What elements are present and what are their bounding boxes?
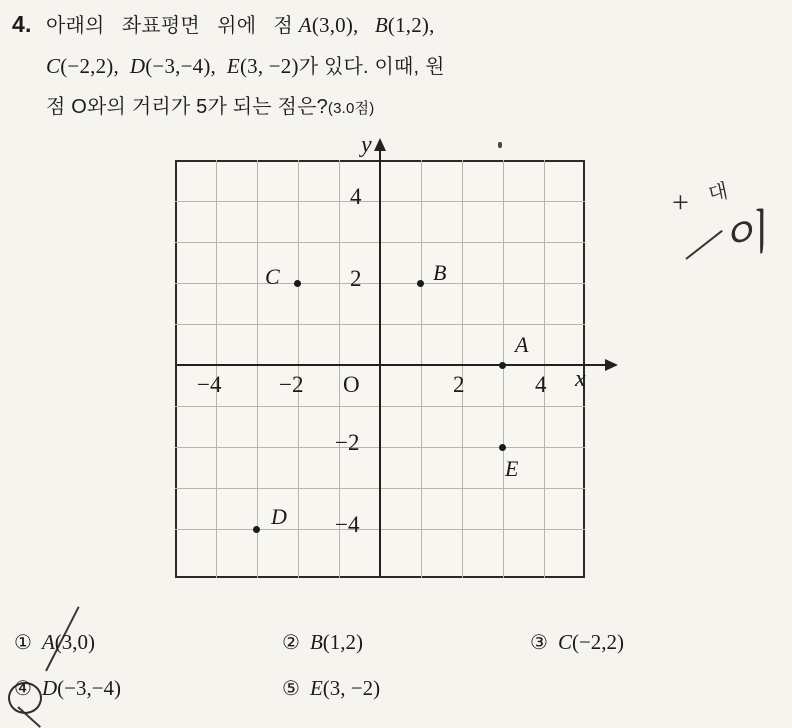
x-axis-arrow-icon	[605, 359, 618, 371]
choice-option-4[interactable]	[14, 676, 121, 701]
point-c-coords: (−2,2),	[60, 54, 119, 78]
y-axis-label: y	[361, 132, 372, 158]
point-d-coords: (−3,−4),	[145, 54, 217, 78]
y-tick-label: 2	[350, 266, 362, 291]
grid-line-vertical	[421, 160, 422, 578]
x-tick-label: 4	[535, 372, 547, 397]
grid-line-vertical	[298, 160, 299, 578]
x-axis-label: x	[575, 366, 586, 392]
data-point-label-a: A	[515, 332, 529, 357]
y-axis	[379, 148, 381, 576]
data-point-b	[417, 280, 424, 287]
choice-option-1[interactable]	[14, 630, 95, 655]
stem-text-korean-1: 아래의 좌표평면 위에 점	[46, 15, 299, 37]
grid-line-vertical	[503, 160, 504, 578]
data-point-e	[499, 444, 506, 451]
question-number: 4.	[12, 11, 32, 37]
stem-gap-1	[359, 5, 375, 45]
choice-marker-1: ①	[14, 632, 32, 654]
choice-option-3[interactable]	[530, 630, 624, 655]
y-tick-label: −4	[335, 512, 360, 537]
choice-option-2[interactable]	[282, 630, 363, 655]
choice-marker-5: ⑤	[282, 678, 300, 700]
choice-marker-3: ③	[530, 632, 548, 654]
choice-row-2	[10, 676, 780, 722]
point-b-coords: (1,2),	[387, 13, 435, 37]
point-b-symbol: B	[374, 13, 388, 37]
coordinate-plane	[175, 132, 586, 578]
choice-option-5[interactable]	[282, 676, 380, 701]
stem-gap-2	[119, 46, 130, 86]
point-a-symbol: A	[298, 13, 312, 37]
choice-label-1: A	[41, 630, 55, 654]
stem-line-3	[12, 87, 780, 129]
ink-dot-mark	[498, 142, 502, 148]
handwriting-slash-mark	[685, 230, 722, 260]
choice-coords-4: (−3,−4)	[57, 676, 122, 700]
choice-marker-2: ②	[282, 632, 300, 654]
stem-line-2	[12, 46, 780, 87]
choice-label-4: D	[41, 676, 58, 700]
origin-label: O	[343, 372, 360, 397]
choice-marker-4: ④	[14, 678, 32, 700]
handwriting-big-note: 이	[717, 206, 773, 267]
x-axis	[177, 364, 607, 366]
grid-line-vertical	[462, 160, 463, 578]
x-tick-label: −4	[197, 372, 222, 397]
handwriting-small-note: 대	[706, 180, 730, 206]
data-point-label-e: E	[505, 456, 519, 481]
question-stem	[12, 4, 780, 129]
point-e-coords: (3, −2)	[239, 54, 299, 78]
data-point-c	[294, 280, 301, 287]
x-tick-label: −2	[279, 372, 304, 397]
choice-list	[10, 630, 780, 722]
grid-line-vertical	[544, 160, 545, 578]
stem-line-1	[12, 4, 780, 46]
data-point-d	[253, 526, 260, 533]
choice-label-3: C	[557, 630, 572, 654]
choice-coords-3: (−2,2)	[571, 630, 625, 654]
y-tick-label: 4	[350, 184, 362, 209]
point-c-symbol: C	[46, 54, 61, 78]
y-tick-label: −2	[335, 430, 360, 455]
point-d-symbol: D	[129, 54, 146, 78]
grid-line-vertical	[257, 160, 258, 578]
choice-coords-5: (3, −2)	[322, 676, 381, 700]
choice-row-1	[10, 630, 780, 676]
data-point-a	[499, 362, 506, 369]
stem-gap-3	[216, 46, 227, 86]
choice-label-2: B	[309, 630, 323, 654]
stem-text-korean-3: 점 O와의 거리가 5가 되는 점은?	[46, 96, 328, 118]
stem-text-korean-2: 가 있다. 이때, 원	[298, 56, 445, 78]
point-a-coords: (3,0),	[311, 13, 359, 37]
point-e-symbol: E	[226, 54, 240, 78]
choice-coords-1: (3,0)	[54, 630, 96, 654]
question-points: (3.0점)	[327, 100, 375, 117]
choice-label-5: E	[309, 676, 323, 700]
choice-coords-2: (1,2)	[322, 630, 364, 654]
grid-line-vertical	[216, 160, 217, 578]
data-point-label-c: C	[265, 264, 280, 289]
data-point-label-d: D	[271, 504, 287, 529]
handwriting-plus-mark: +	[672, 186, 689, 219]
y-axis-arrow-icon	[374, 138, 386, 151]
data-point-label-b: B	[433, 260, 447, 285]
x-tick-label: 2	[453, 372, 465, 397]
